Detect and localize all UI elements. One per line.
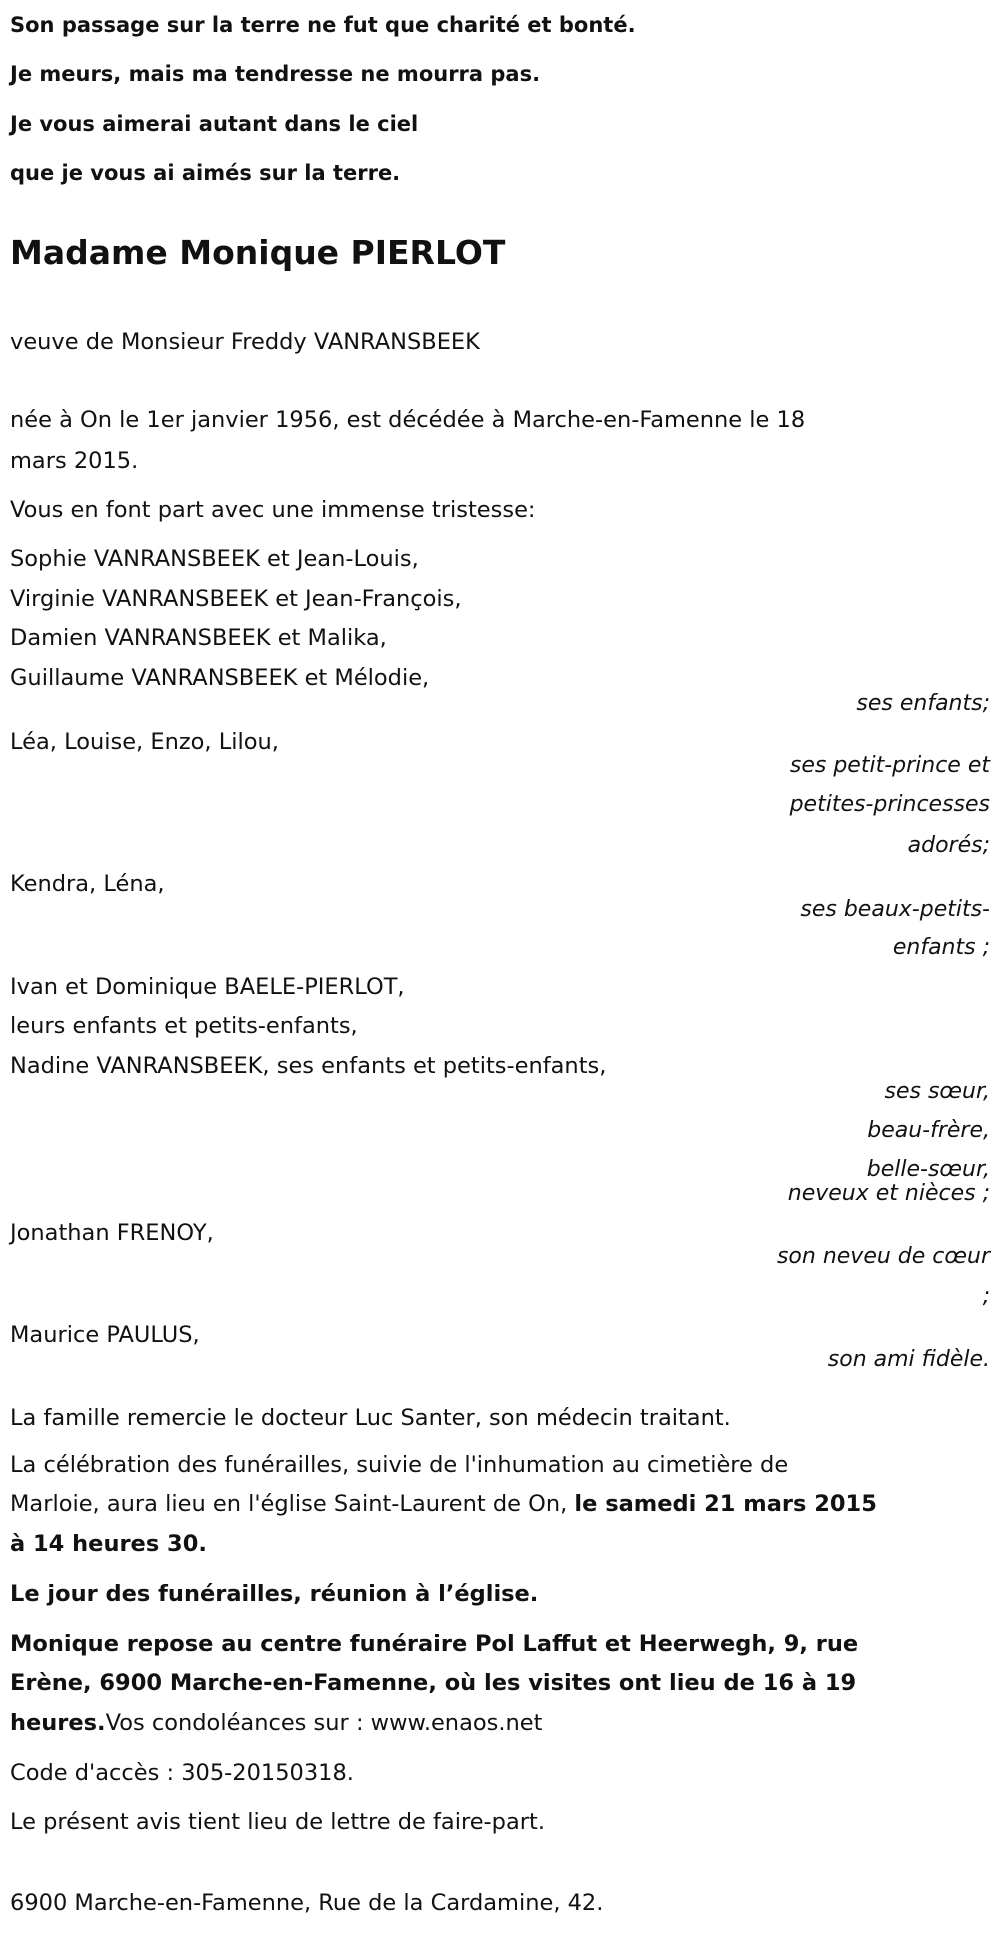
- ceremony-line: [10, 1489, 877, 1519]
- siblings-role: neveux et nièces ;: [787, 1181, 990, 1206]
- birth-death-line: mars 2015.: [10, 448, 139, 474]
- poem-line: Je meurs, mais ma tendresse ne mourra pas.: [10, 62, 541, 86]
- friend: Maurice PAULUS,: [10, 1322, 200, 1348]
- grandchildren-role: adorés;: [907, 833, 990, 858]
- nephew-role: ;: [982, 1284, 990, 1309]
- nephew: Jonathan FRENOY,: [10, 1220, 214, 1246]
- poem-line: Je vous aimerai autant dans le ciel: [10, 112, 419, 136]
- grandchildren-role: ses petit-prince et: [789, 753, 990, 778]
- thanks: La famille remercie le docteur Luc Santer, son médecin traitant.: [10, 1405, 731, 1431]
- sibling: leurs enfants et petits-enfants,: [10, 1013, 358, 1039]
- condolences: Vos condoléances sur : www.enaos.net: [105, 1710, 543, 1736]
- birth-death-line: née à On le 1er janvier 1956, est décédée à Marche-en-Famenne le 18: [10, 407, 806, 433]
- child: Sophie VANRANSBEEK et Jean-Louis,: [10, 546, 419, 572]
- step-grandchildren-role: ses beaux-petits-: [800, 897, 990, 922]
- ceremony-date: le samedi 21 mars 2015: [574, 1491, 877, 1517]
- child: Virginie VANRANSBEEK et Jean-François,: [10, 586, 462, 612]
- ceremony-text: Marloie, aura lieu en l'église Saint-Laurent de On,: [10, 1491, 575, 1517]
- sibling: Ivan et Dominique BAELE-PIERLOT,: [10, 974, 405, 1000]
- repose-line: Erène, 6900 Marche-en-Famenne, où les visites ont lieu de 16 à 19: [10, 1670, 857, 1696]
- widow-of: veuve de Monsieur Freddy VANRANSBEEK: [10, 329, 480, 355]
- repose-end: heures.: [10, 1710, 106, 1736]
- poem-line: Son passage sur la terre ne fut que charité et bonté.: [10, 13, 636, 37]
- deceased-name: Madame Monique PIERLOT: [10, 233, 506, 272]
- intro: Vous en font part avec une immense tristesse:: [10, 497, 536, 523]
- children-role: ses enfants;: [856, 691, 990, 716]
- nephew-role: son neveu de cœur: [776, 1244, 990, 1269]
- sibling: Nadine VANRANSBEEK, ses enfants et petits-enfants,: [10, 1053, 607, 1079]
- step-grandchildren-role: enfants ;: [892, 935, 990, 960]
- grandchildren-role: petites-princesses: [789, 792, 990, 817]
- repose-line: Monique repose au centre funéraire Pol Laffut et Heerwegh, 9, rue: [10, 1631, 859, 1657]
- child: Guillaume VANRANSBEEK et Mélodie,: [10, 665, 430, 691]
- address: 6900 Marche-en-Famenne, Rue de la Cardamine, 42.: [10, 1890, 604, 1916]
- access-code: Code d'accès : 305-20150318.: [10, 1760, 354, 1786]
- siblings-role: ses sœur,: [884, 1079, 990, 1104]
- siblings-role: beau-frère,: [867, 1118, 990, 1143]
- notice: Le présent avis tient lieu de lettre de faire-part.: [10, 1809, 545, 1835]
- grandchildren: Léa, Louise, Enzo, Lilou,: [10, 729, 279, 755]
- step-grandchildren: Kendra, Léna,: [10, 871, 165, 897]
- friend-role: son ami fidèle.: [827, 1347, 990, 1372]
- repose-line: [10, 1708, 542, 1738]
- poem-line: que je vous ai aimés sur la terre.: [10, 161, 401, 185]
- meeting: Le jour des funérailles, réunion à l’église.: [10, 1581, 539, 1607]
- ceremony-time: à 14 heures 30.: [10, 1531, 207, 1557]
- siblings-role: belle-sœur,: [866, 1157, 990, 1182]
- child: Damien VANRANSBEEK et Malika,: [10, 625, 387, 651]
- ceremony-line: La célébration des funérailles, suivie de l'inhumation au cimetière de: [10, 1452, 789, 1478]
